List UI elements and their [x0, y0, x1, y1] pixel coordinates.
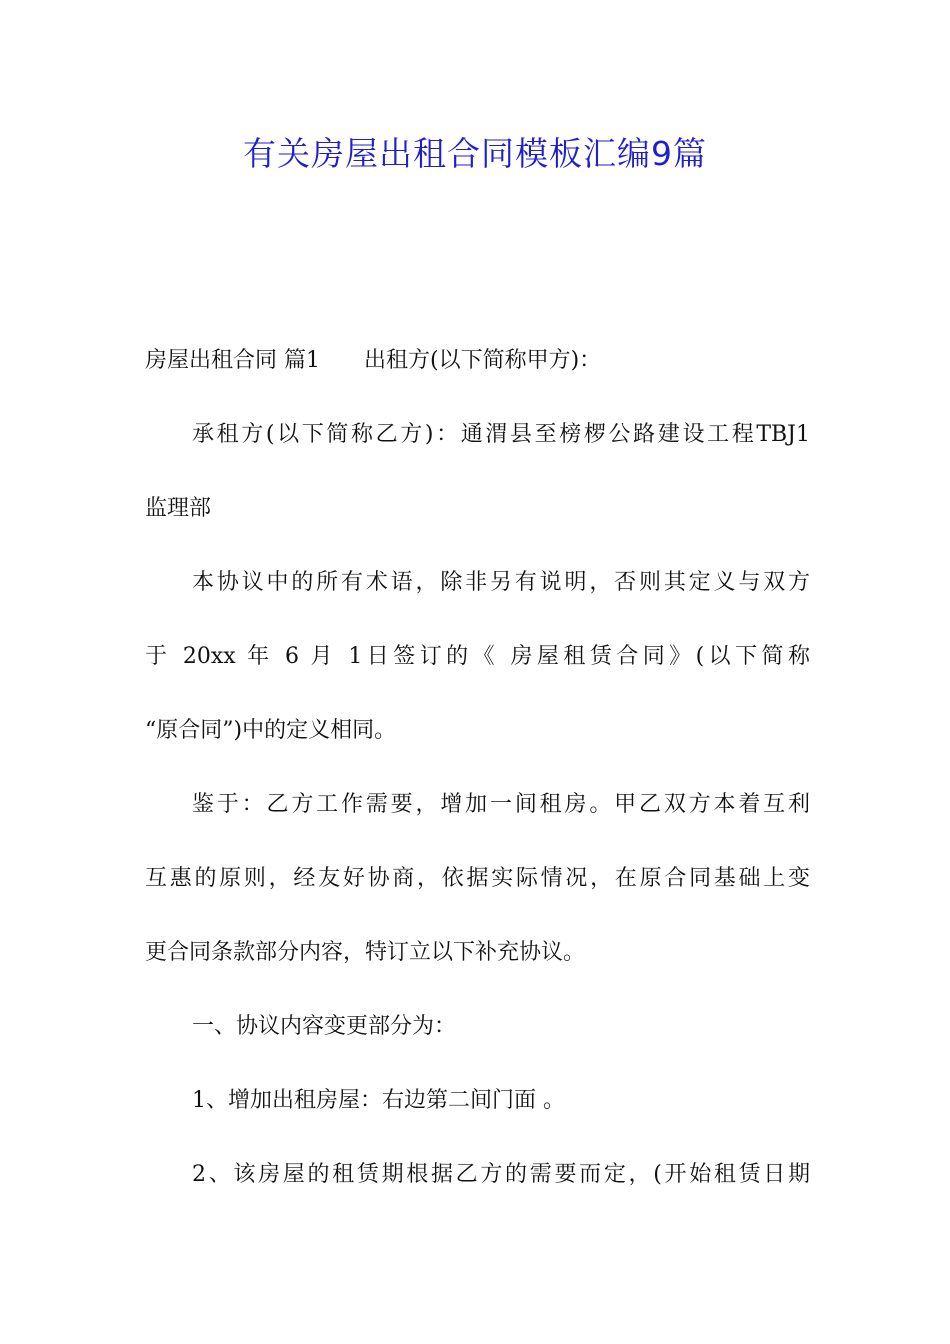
paragraph-line: 本协议中的所有术语，除非另有说明，否则其定义与双方 [192, 570, 810, 595]
paragraph-line: 互惠的原则，经友好协商，依据实际情况，在原合同基础上变 [145, 866, 810, 891]
paragraph-line: 监理部 [145, 496, 212, 521]
section-heading: 房屋出租合同 篇1 [145, 348, 320, 373]
paragraph-line: 承租方(以下简称乙方)：通渭县至榜椤公路建设工程TBJ1 [192, 422, 810, 447]
document-title: 有关房屋出租合同模板汇编9篇 [243, 134, 707, 173]
paragraph-line: 鉴于：乙方工作需要，增加一间租房。甲乙双方本着互利 [192, 792, 810, 817]
section-heading-line [145, 341, 810, 381]
paragraph-line: 1、增加出租房屋：右边第二间门面 。 [192, 1088, 565, 1113]
paragraph-line: “原合同”)中的定义相同。 [145, 718, 397, 743]
paragraph-line: 更合同条款部分内容，特订立以下补充协议。 [145, 940, 586, 965]
lessor-label: 出租方(以下简称甲方)： [364, 348, 602, 373]
paragraph-line: 于 20xx 年 6 月 1日签订的《 房屋租赁合同》(以下简称 [145, 644, 810, 669]
paragraph-line: 一、协议内容变更部分为： [192, 1014, 457, 1039]
paragraph-line: 2、该房屋的租赁期根据乙方的需要而定，(开始租赁日期 [192, 1162, 810, 1187]
